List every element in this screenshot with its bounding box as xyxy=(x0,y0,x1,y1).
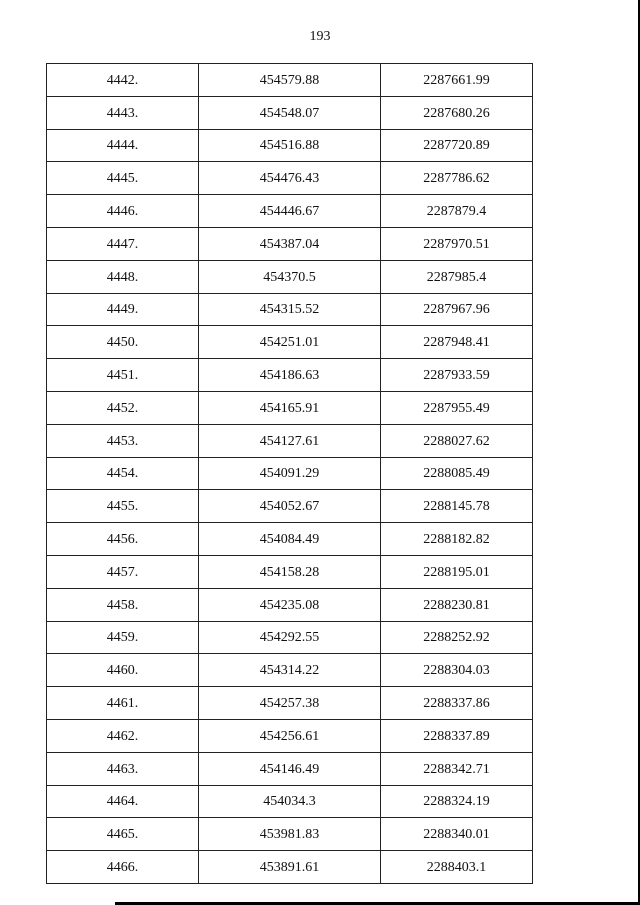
x-coordinate-cell: 454158.28 xyxy=(199,555,381,588)
y-coordinate-cell: 2288324.19 xyxy=(381,785,533,818)
coordinates-table xyxy=(46,63,533,884)
table-row xyxy=(47,195,533,228)
x-coordinate-cell: 454251.01 xyxy=(199,326,381,359)
point-number-cell: 4452. xyxy=(47,391,199,424)
point-number-cell: 4465. xyxy=(47,818,199,851)
table-row xyxy=(47,621,533,654)
x-coordinate-cell: 454387.04 xyxy=(199,227,381,260)
point-number-cell: 4442. xyxy=(47,64,199,97)
x-coordinate-cell: 454146.49 xyxy=(199,752,381,785)
table-row xyxy=(47,359,533,392)
point-number-cell: 4454. xyxy=(47,457,199,490)
x-coordinate-cell: 454186.63 xyxy=(199,359,381,392)
y-coordinate-cell: 2288145.78 xyxy=(381,490,533,523)
point-number-cell: 4458. xyxy=(47,588,199,621)
x-coordinate-cell: 454370.5 xyxy=(199,260,381,293)
x-coordinate-cell: 454292.55 xyxy=(199,621,381,654)
page-number: 193 xyxy=(309,29,331,44)
y-coordinate-cell: 2287948.41 xyxy=(381,326,533,359)
point-number-cell: 4456. xyxy=(47,523,199,556)
point-number-cell: 4463. xyxy=(47,752,199,785)
y-coordinate-cell: 2288337.86 xyxy=(381,687,533,720)
x-coordinate-cell: 454034.3 xyxy=(199,785,381,818)
point-number-cell: 4444. xyxy=(47,129,199,162)
y-coordinate-cell: 2287970.51 xyxy=(381,227,533,260)
table-row xyxy=(47,391,533,424)
x-coordinate-cell: 454516.88 xyxy=(199,129,381,162)
point-number-cell: 4462. xyxy=(47,719,199,752)
x-coordinate-cell: 453981.83 xyxy=(199,818,381,851)
y-coordinate-cell: 2287933.59 xyxy=(381,359,533,392)
x-coordinate-cell: 454446.67 xyxy=(199,195,381,228)
table-row xyxy=(47,96,533,129)
x-coordinate-cell: 454256.61 xyxy=(199,719,381,752)
table-row xyxy=(47,129,533,162)
y-coordinate-cell: 2288337.89 xyxy=(381,719,533,752)
table-row xyxy=(47,687,533,720)
table-row xyxy=(47,490,533,523)
table-row xyxy=(47,260,533,293)
y-coordinate-cell: 2288027.62 xyxy=(381,424,533,457)
table-row xyxy=(47,752,533,785)
table-row xyxy=(47,457,533,490)
table-row xyxy=(47,818,533,851)
table-row xyxy=(47,293,533,326)
point-number-cell: 4460. xyxy=(47,654,199,687)
y-coordinate-cell: 2287955.49 xyxy=(381,391,533,424)
point-number-cell: 4449. xyxy=(47,293,199,326)
point-number-cell: 4461. xyxy=(47,687,199,720)
coordinates-table-body xyxy=(47,64,533,884)
y-coordinate-cell: 2288230.81 xyxy=(381,588,533,621)
table-row xyxy=(47,851,533,884)
y-coordinate-cell: 2288403.1 xyxy=(381,851,533,884)
table-row xyxy=(47,162,533,195)
point-number-cell: 4466. xyxy=(47,851,199,884)
table-row xyxy=(47,654,533,687)
x-coordinate-cell: 454052.67 xyxy=(199,490,381,523)
point-number-cell: 4443. xyxy=(47,96,199,129)
x-coordinate-cell: 454548.07 xyxy=(199,96,381,129)
y-coordinate-cell: 2288340.01 xyxy=(381,818,533,851)
point-number-cell: 4455. xyxy=(47,490,199,523)
x-coordinate-cell: 454084.49 xyxy=(199,523,381,556)
table-row xyxy=(47,785,533,818)
point-number-cell: 4447. xyxy=(47,227,199,260)
y-coordinate-cell: 2288304.03 xyxy=(381,654,533,687)
table-row xyxy=(47,588,533,621)
x-coordinate-cell: 454476.43 xyxy=(199,162,381,195)
y-coordinate-cell: 2287720.89 xyxy=(381,129,533,162)
point-number-cell: 4446. xyxy=(47,195,199,228)
y-coordinate-cell: 2287879.4 xyxy=(381,195,533,228)
point-number-cell: 4459. xyxy=(47,621,199,654)
y-coordinate-cell: 2287661.99 xyxy=(381,64,533,97)
y-coordinate-cell: 2287786.62 xyxy=(381,162,533,195)
table-row xyxy=(47,555,533,588)
table-row xyxy=(47,64,533,97)
x-coordinate-cell: 454235.08 xyxy=(199,588,381,621)
x-coordinate-cell: 454091.29 xyxy=(199,457,381,490)
x-coordinate-cell: 453891.61 xyxy=(199,851,381,884)
y-coordinate-cell: 2288342.71 xyxy=(381,752,533,785)
x-coordinate-cell: 454257.38 xyxy=(199,687,381,720)
y-coordinate-cell: 2288195.01 xyxy=(381,555,533,588)
table-row xyxy=(47,326,533,359)
y-coordinate-cell: 2287967.96 xyxy=(381,293,533,326)
x-coordinate-cell: 454579.88 xyxy=(199,64,381,97)
x-coordinate-cell: 454315.52 xyxy=(199,293,381,326)
table-row xyxy=(47,719,533,752)
point-number-cell: 4450. xyxy=(47,326,199,359)
point-number-cell: 4464. xyxy=(47,785,199,818)
point-number-cell: 4457. xyxy=(47,555,199,588)
table-row xyxy=(47,523,533,556)
y-coordinate-cell: 2288085.49 xyxy=(381,457,533,490)
point-number-cell: 4448. xyxy=(47,260,199,293)
y-coordinate-cell: 2288182.82 xyxy=(381,523,533,556)
x-coordinate-cell: 454314.22 xyxy=(199,654,381,687)
point-number-cell: 4451. xyxy=(47,359,199,392)
table-row xyxy=(47,424,533,457)
table-row xyxy=(47,227,533,260)
y-coordinate-cell: 2287985.4 xyxy=(381,260,533,293)
x-coordinate-cell: 454127.61 xyxy=(199,424,381,457)
y-coordinate-cell: 2288252.92 xyxy=(381,621,533,654)
y-coordinate-cell: 2287680.26 xyxy=(381,96,533,129)
x-coordinate-cell: 454165.91 xyxy=(199,391,381,424)
point-number-cell: 4445. xyxy=(47,162,199,195)
point-number-cell: 4453. xyxy=(47,424,199,457)
